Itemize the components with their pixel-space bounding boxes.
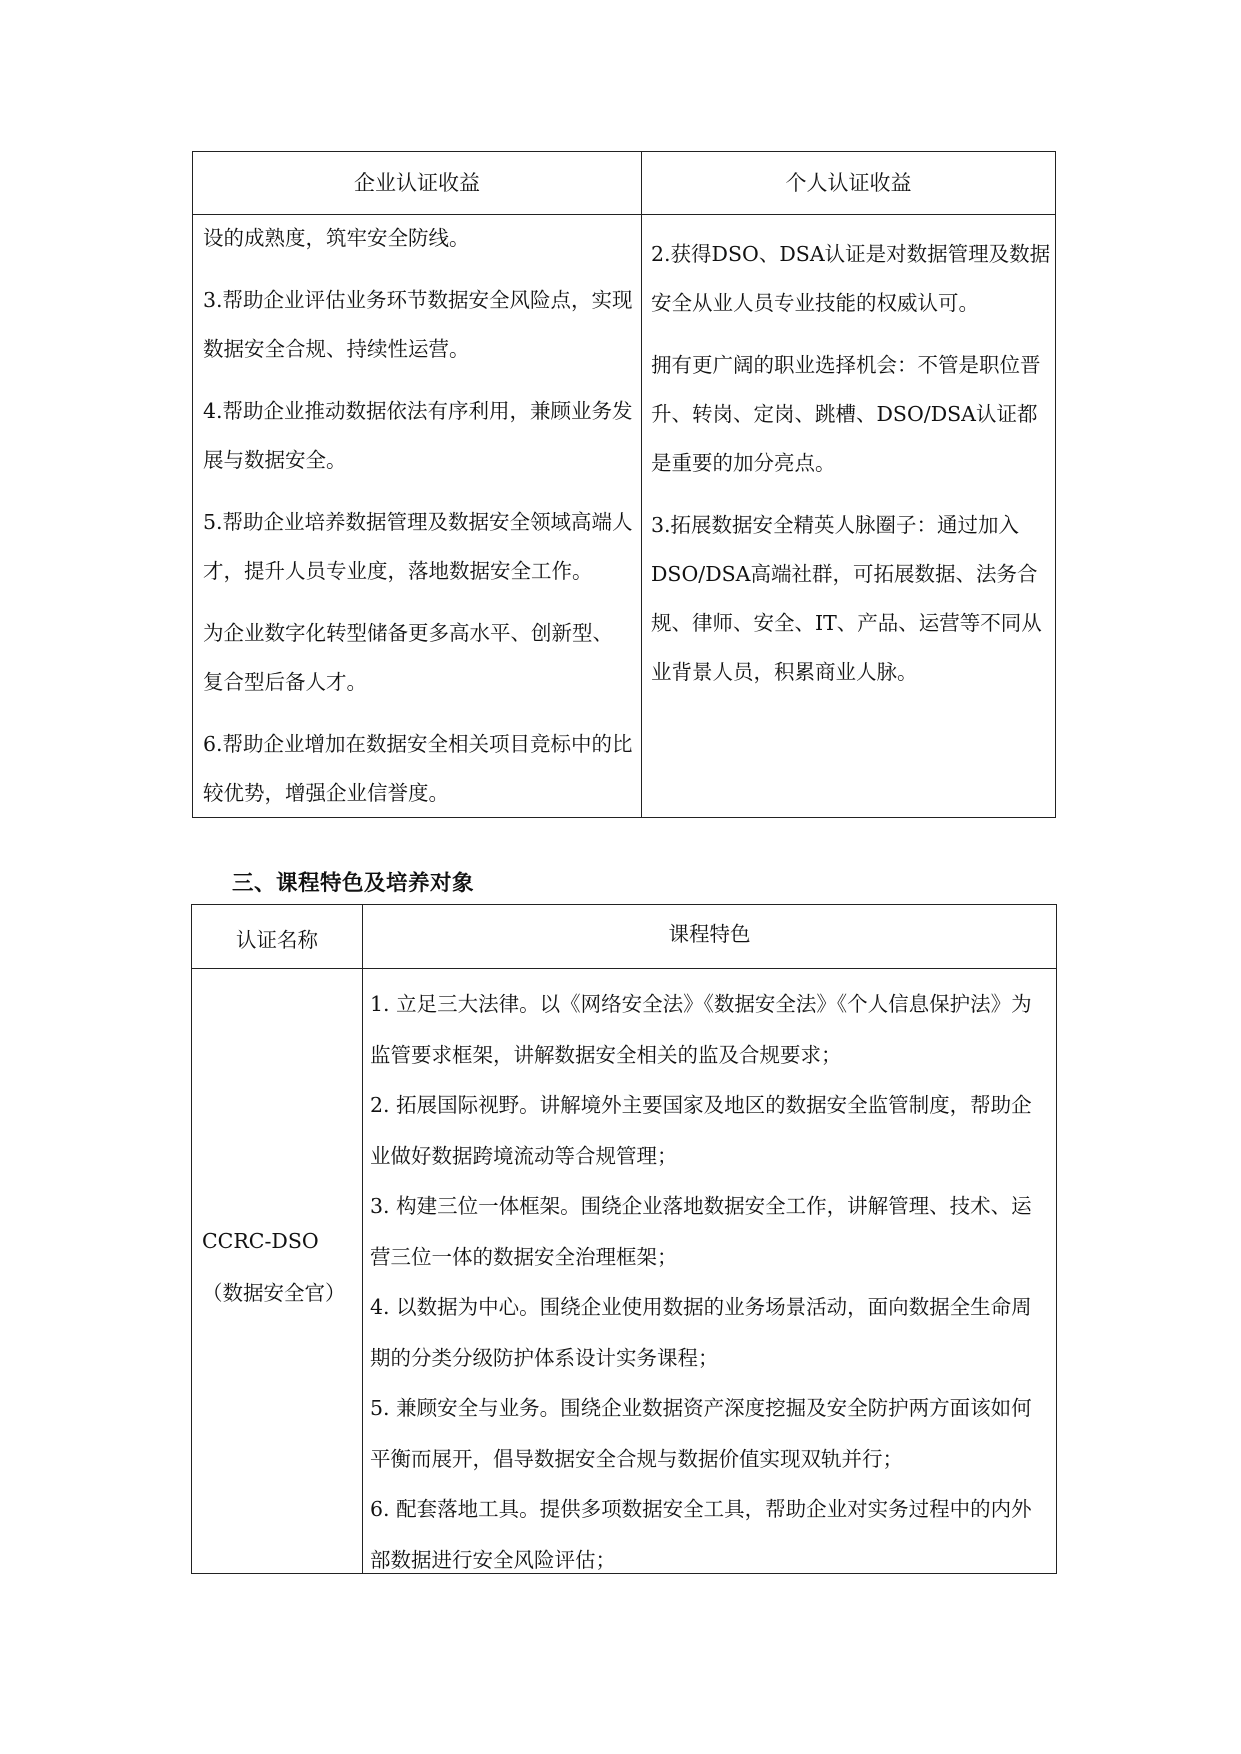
feature-item: 6. 配套落地工具。提供多项数据安全工具，帮助企业对实务过程中的内外部数据进行安全风险评估； [370, 1497, 1032, 1572]
feature-item: 5. 兼顾安全与业务。围绕企业数据资产深度挖掘及安全防护两方面该如何平衡而展开，倡导数据安全合规与数据价值实现双轨并行； [370, 1396, 1032, 1471]
enterprise-benefit-paragraph: 4.帮助企业推动数据依法有序利用，兼顾业务发展与数据安全。 [203, 399, 633, 472]
column-divider [641, 152, 642, 817]
feature-item: 2. 拓展国际视野。讲解境外主要国家及地区的数据安全监管制度，帮助企业做好数据跨境流动等合规管理； [370, 1093, 1032, 1168]
certification-benefits-table [192, 151, 1056, 818]
personal-benefits-header: 个人认证收益 [785, 171, 912, 195]
cert-code: CCRC-DSO [202, 1229, 319, 1253]
feature-item: 4. 以数据为中心。围绕企业使用数据的业务场景活动，面向数据全生命周期的分类分级防护体系设计实务课程； [370, 1295, 1032, 1370]
course-features-cell [370, 979, 1050, 1585]
personal-benefit-paragraph: 3.拓展数据安全精英人脉圈子：通过加入DSO/DSA高端社群，可拓展数据、法务合规、律师、安全、IT、产品、运营等不同从业背景人员，积累商业人脉。 [651, 513, 1042, 684]
section-heading: 三、课程特色及培养对象 [232, 871, 475, 896]
enterprise-benefit-paragraph: 设的成熟度，筑牢安全防线。 [203, 226, 470, 250]
personal-benefits-cell [651, 230, 1051, 710]
column-divider [362, 905, 363, 1573]
cert-name-header: 认证名称 [236, 928, 318, 952]
enterprise-benefit-paragraph: 6.帮助企业增加在数据安全相关项目竞标中的比较优势，增强企业信誉度。 [203, 732, 633, 805]
feature-item: 3. 构建三位一体框架。围绕企业落地数据安全工作，讲解管理、技术、运营三位一体的数据安全治理框架； [370, 1194, 1032, 1269]
personal-benefit-paragraph: 2.获得DSO、DSA认证是对数据管理及数据安全从业人员专业技能的权威认可。 [651, 242, 1051, 315]
personal-benefit-paragraph: 拥有更广阔的职业选择机会：不管是职位晋升、转岗、定岗、跳槽、DSO/DSA认证都是重要的加分亮点。 [651, 353, 1041, 475]
header-divider [192, 968, 1056, 969]
cert-title: （数据安全官） [202, 1281, 346, 1305]
enterprise-benefit-paragraph: 5.帮助企业培养数据管理及数据安全领域高端人才，提升人员专业度，落地数据安全工作。 [203, 510, 633, 583]
feature-item: 1. 立足三大法律。以《网络安全法》《数据安全法》《个人信息保护法》为监管要求框架，讲解数据安全相关的监及合规要求； [370, 992, 1032, 1067]
enterprise-benefit-paragraph: 为企业数字化转型储备更多高水平、创新型、复合型后备人才。 [203, 621, 613, 694]
enterprise-benefits-cell [203, 214, 633, 831]
course-features-table [191, 904, 1057, 1574]
course-features-header: 课程特色 [668, 922, 751, 946]
enterprise-benefits-header: 企业认证收益 [354, 171, 480, 195]
enterprise-benefit-paragraph: 3.帮助企业评估业务环节数据安全风险点，实现数据安全合规、持续性运营。 [203, 288, 633, 361]
cert-name-cell [202, 1215, 357, 1319]
